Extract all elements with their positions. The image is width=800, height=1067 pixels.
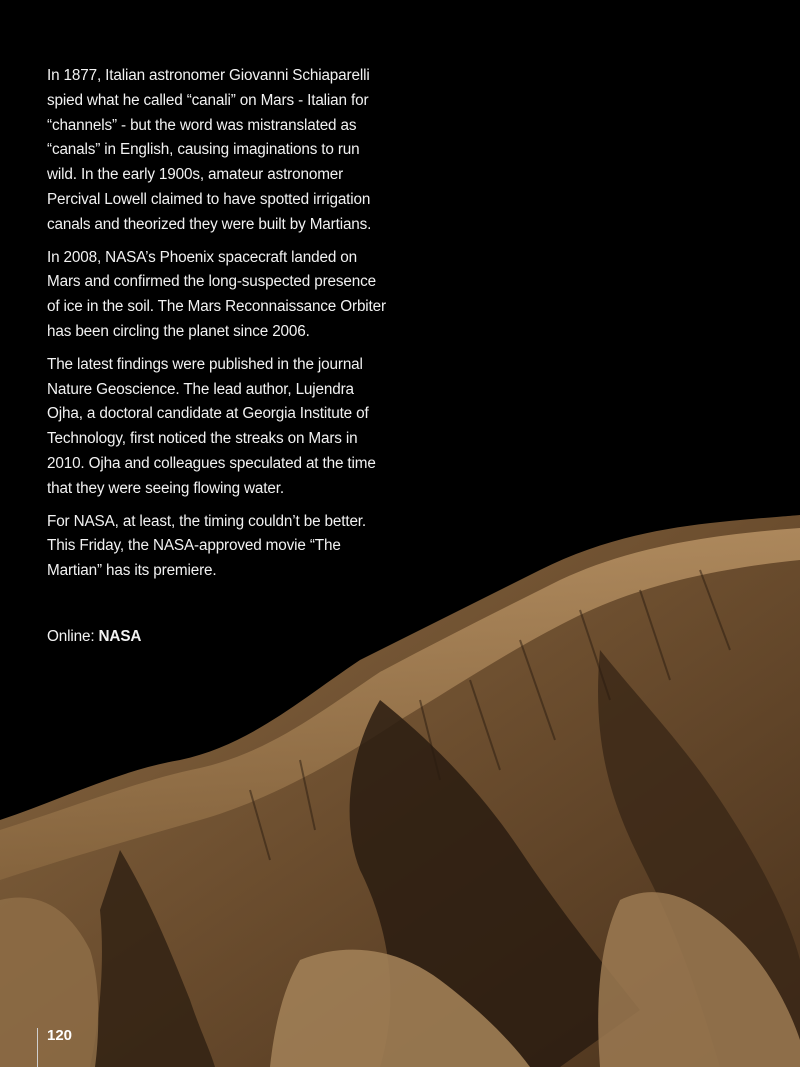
online-source-link[interactable]: NASA: [98, 627, 142, 645]
article-paragraph: In 1877, Italian astronomer Giovanni Schiaparelli spied what he called “canali” on Mars - Italian for “channels” - but the word was mistranslated as “canals” in English, causing imaginations to run wild. In the early 1900s, amateur astronomer Percival Lowell claimed to have spotted irrigation canals and theorized they were built by Martians.: [47, 67, 372, 233]
page-number-rule: [37, 1028, 38, 1067]
article-body: [47, 64, 387, 658]
article-paragraph: For NASA, at least, the timing couldn’t be better. This Friday, the NASA-approved movie “The Martian” has its premiere.: [47, 512, 367, 580]
page-number: 120: [47, 1027, 73, 1044]
online-source-line: [47, 625, 387, 650]
online-label: Online:: [47, 627, 99, 645]
article-paragraph: In 2008, NASA’s Phoenix spacecraft landed on Mars and confirmed the long-suspected presence of ice in the soil. The Mars Reconnaissance Orbiter has been circling the planet since 2006.: [47, 248, 386, 340]
article-paragraph: The latest findings were published in the journal Nature Geoscience. The lead author, Lujendra Ojha, a doctoral candidate at Georgia Institute of Technology, first noticed the streaks on Mars in 2010. Ojha and colleagues speculated at the time that they were seeing flowing water.: [47, 355, 376, 497]
